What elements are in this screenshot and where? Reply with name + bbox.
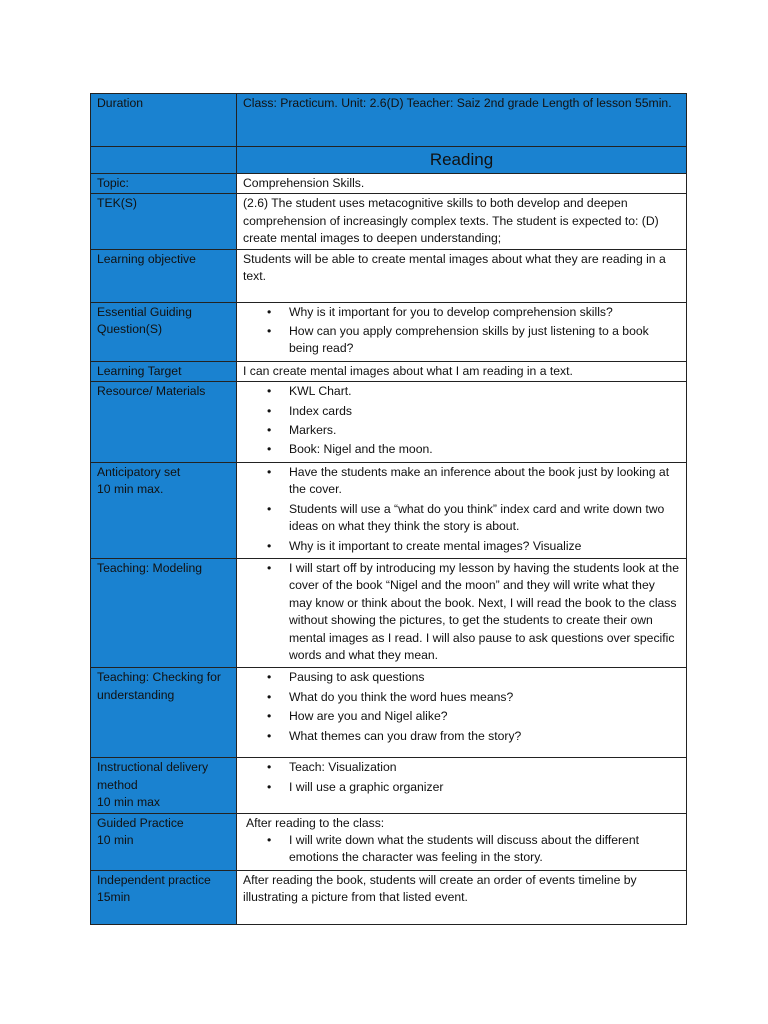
list-item: • What themes can you draw from the story? [289,728,680,745]
list-item: • Teach: Visualization [289,759,680,776]
objective-row [91,249,687,302]
questions-row [91,302,687,361]
modeling-label: Teaching: Modeling [91,558,237,667]
materials-list [243,383,680,459]
list-item: • Pausing to ask questions [289,669,680,686]
list-item: • I will use a graphic organizer [289,779,680,796]
questions-label: Essential Guiding Question(S) [91,302,237,361]
duration-label: Duration [91,94,237,147]
subject-heading: Reading [237,147,687,174]
checking-label: Teaching: Checking for understanding [91,668,237,758]
delivery-list [243,759,680,796]
topic-text: Comprehension Skills. [237,174,687,194]
modeling-cell [237,558,687,667]
guided-lead-text: After reading to the class: [246,815,385,830]
list-item: • Students will use a “what do you think” index card and write down two ideas on what they think the story is about. [289,501,680,536]
delivery-row [91,758,687,813]
questions-cell [237,302,687,361]
modeling-row [91,558,687,667]
delivery-label: Instructional delivery method 10 min max [91,758,237,813]
objective-text: Students will be able to create mental images about what they are reading in a text. [237,249,687,302]
list-item: • I will write down what the students will discuss about the different emotions the character was feeling in the story. [289,832,680,867]
list-item: • Have the students make an inference about the book just by looking at the cover. [289,464,680,499]
teks-label: TEK(S) [91,194,237,249]
teks-text: (2.6) The student uses metacognitive skills to both develop and deepen comprehension of increasingly complex texts. The student is expected to: (D) create mental images to deepen understanding; [237,194,687,249]
delivery-cell [237,758,687,813]
list-item: • How can you apply comprehension skills by just listening to a book being read? [289,323,680,358]
list-item: • What do you think the word hues means? [289,689,680,706]
topic-row [91,174,687,194]
lesson-plan-table [90,93,687,925]
guided-list [243,832,680,867]
materials-label: Resource/ Materials [91,382,237,463]
list-item: • I will start off by introducing my lesson by having the students look at the cover of the book “Nigel and the moon” and they will write what they may know or think about the book. Next, I will read the book to the class without showing the pictures, to get the students to create their own mental images as I read. I will also pause to ask questions over specific words and what they mean. [289,560,680,664]
teks-row [91,194,687,249]
list-item: • Why is it important for you to develop comprehension skills? [289,304,680,321]
materials-cell [237,382,687,463]
list-item: • Index cards [289,403,680,420]
list-item: • KWL Chart. [289,383,680,400]
target-text: I can create mental images about what I am reading in a text. [237,361,687,381]
list-item: • Markers. [289,422,680,439]
modeling-list [243,560,680,664]
topic-label: Topic: [91,174,237,194]
guided-row [91,813,687,870]
anticipatory-list [243,464,680,555]
anticipatory-row [91,462,687,558]
checking-list [243,669,680,745]
objective-label: Learning objective [91,249,237,302]
anticipatory-cell [237,462,687,558]
class-info: Class: Practicum. Unit: 2.6(D) Teacher: Saiz 2nd grade Length of lesson 55min. [237,94,687,147]
guided-label: Guided Practice 10 min [91,813,237,870]
list-item: • Why is it important to create mental images? Visualize [289,538,680,555]
anticipatory-label: Anticipatory set 10 min max. [91,462,237,558]
target-label: Learning Target [91,361,237,381]
list-item: • Book: Nigel and the moon. [289,441,680,458]
independent-label: Independent practice 15min [91,870,237,924]
subject-label-cell [91,147,237,174]
guided-cell [237,813,687,870]
questions-list [243,304,680,358]
target-row [91,361,687,381]
checking-cell [237,668,687,758]
materials-row [91,382,687,463]
list-item: • How are you and Nigel alike? [289,708,680,725]
subject-row [91,147,687,174]
duration-row [91,94,687,147]
independent-row [91,870,687,924]
checking-row [91,668,687,758]
independent-text: After reading the book, students will create an order of events timeline by illustrating a picture from that listed event. [237,870,687,924]
